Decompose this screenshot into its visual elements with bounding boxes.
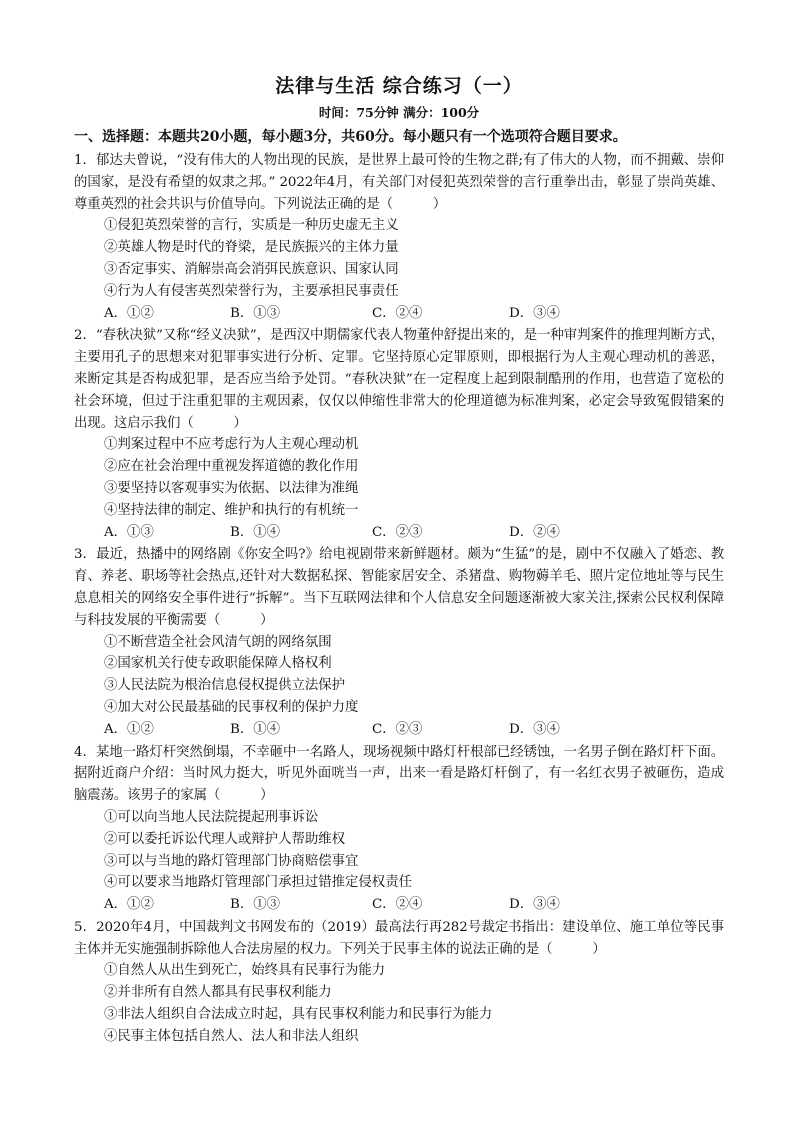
question-stem: 2．“春秋决狱”又称“经义决狱”，是西汉中期儒家代表人物董仲舒提出来的，是一种审判案件的推理判断方式，主要用孔子的思想来对犯罪事实进行分析、定罪。它坚持原心定罪原则，即根据行为人主观心理动机的善恶，来断定其是否构成犯罪，是否应当给予处罚。“春秋决狱”在一定程度上起到限制酷刑的作用，也营造了宽松的社会环境，但过于注重犯罪的主观因素，仅仅以伸缩性非常大的伦理道德为标准判案，必定会导致冤假错案的出现。这启示我们（ ）	[74, 328, 724, 431]
statement-item: ②应在社会治理中重视发挥道德的教化作用	[104, 459, 359, 475]
answer-choices	[74, 719, 724, 741]
choice-a: A．①②	[104, 897, 154, 913]
choice-b: B．①④	[230, 524, 281, 540]
choice-a: A．①②	[104, 721, 154, 737]
choice-a: A．①③	[104, 524, 154, 540]
question-3	[74, 544, 724, 740]
statement-item: ①侵犯英烈荣誉的言行，实质是一种历史虚无主义	[104, 218, 399, 234]
exam-page	[74, 74, 724, 1048]
choice-c: C．②③	[372, 721, 423, 737]
statement-item: ④坚持法律的制定、维护和执行的有机统一	[104, 502, 359, 518]
statement-item: ③人民法院为根治信息侵权提供立法保护	[104, 678, 346, 694]
statement-list	[74, 434, 724, 521]
statement-item: ①判案过程中不应考虑行为人主观心理动机	[104, 437, 359, 453]
question-stem: 3．最近，热播中的网络剧《你安全吗?》给电视剧带来新鲜题材。颇为“生猛”的是，剧中不仅融入了婚恋、教育、养老、职场等社会热点,还针对大数据私探、智能家居安全、杀猪盘、购物薅羊毛、照片定位地址等与民生息息相关的网络安全事件进行“拆解”。当下互联网法律和个人信息安全问题逐渐被大家关注,探索公民权利保障与科技发展的平衡需要（ ）	[74, 547, 724, 628]
statement-item: ③否定事实、消解崇高会消弭民族意识、国家认同	[104, 261, 399, 277]
answer-choices	[74, 303, 724, 325]
choice-c: C．②④	[372, 897, 423, 913]
statement-item: ④行为人有侵害英烈荣誉行为，主要承担民事责任	[104, 283, 399, 299]
question-4	[74, 742, 724, 916]
section-heading: 一、选择题：本题共20小题，每小题3分，共60分。每小题只有一个选项符合题目要求。	[74, 129, 627, 145]
statement-item: ③非法人组织自合法成立时起，具有民事权利能力和民事行为能力	[104, 1007, 493, 1023]
choice-d: D．③④	[509, 897, 560, 913]
answer-choices	[74, 894, 724, 916]
choice-b: B．①③	[230, 897, 281, 913]
statement-item: ③要坚持以客观事实为依据、以法律为准绳	[104, 480, 359, 496]
statement-item: ②并非所有自然人都具有民事权利能力	[104, 985, 332, 1001]
choice-d: D．③④	[509, 305, 560, 321]
choice-b: B．①③	[230, 305, 281, 321]
statement-list	[74, 807, 724, 894]
statement-item: ④可以要求当地路灯管理部门承担过错推定侵权责任	[104, 875, 412, 891]
statement-list	[74, 960, 724, 1047]
page-title: 法律与生活 综合练习（一）	[275, 75, 523, 97]
choice-c: C．②③	[372, 524, 423, 540]
statement-item: ①不断营造全社会风清气朗的网络氛围	[104, 634, 332, 650]
choice-d: D．②④	[509, 524, 560, 540]
choice-a: A．①②	[104, 305, 154, 321]
choice-c: C．②④	[372, 305, 423, 321]
statement-item: ③可以与当地的路灯管理部门协商赔偿事宜	[104, 853, 359, 869]
statement-item: ②国家机关行使专政职能保障人格权利	[104, 656, 332, 672]
question-5	[74, 917, 724, 1048]
question-2	[74, 325, 724, 543]
statement-list	[74, 215, 724, 302]
statement-item: ②英雄人物是时代的脊梁，是民族振兴的主体力量	[104, 240, 399, 256]
question-1	[74, 150, 724, 324]
statement-item: ④加大对公民最基础的民事权利的保护力度	[104, 699, 359, 715]
statement-list	[74, 632, 724, 719]
question-stem: 5．2020年4月，中国裁判文书网发布的（2019）最高法行再282号裁定书指出：建设单位、施工单位等民事主体并无实施强制拆除他人合法房屋的权力。下列关于民事主体的说法正确的是（ ）	[74, 919, 724, 957]
question-stem: 4．某地一路灯杆突然倒塌，不幸砸中一名路人，现场视频中路灯杆根部已经锈蚀，一名男子倒在路灯杆下面。据附近商户介绍：当时风力挺大，听见外面咣当一声，出来一看是路灯杆倒了，有一名红衣男子被砸伤，造成脑震荡。该男子的家属（ ）	[74, 744, 724, 804]
question-stem: 1．郁达夫曾说，“没有伟大的人物出现的民族，是世界上最可怜的生物之群;有了伟大的人物，而不拥戴、崇仰的国家，是没有希望的奴隶之邦。” 2022年4月，有关部门对侵犯英烈荣誉的言行重拳出击，彰显了崇尚英雄、尊重英烈的社会共识与价值导向。下列说法正确的是（ ）	[74, 153, 724, 212]
choice-b: B．①④	[230, 721, 281, 737]
statement-item: ①自然人从出生到死亡，始终具有民事行为能力	[104, 963, 386, 979]
statement-item: ②可以委托诉讼代理人或辩护人帮助维权	[104, 831, 346, 847]
statement-item: ④民事主体包括自然人、法人和非法人组织	[104, 1028, 359, 1044]
answer-choices	[74, 522, 724, 544]
statement-item: ①可以向当地人民法院提起刑事诉讼	[104, 809, 319, 825]
choice-d: D．③④	[509, 721, 560, 737]
exam-info: 时间：75分钟 满分：100分	[318, 105, 480, 120]
